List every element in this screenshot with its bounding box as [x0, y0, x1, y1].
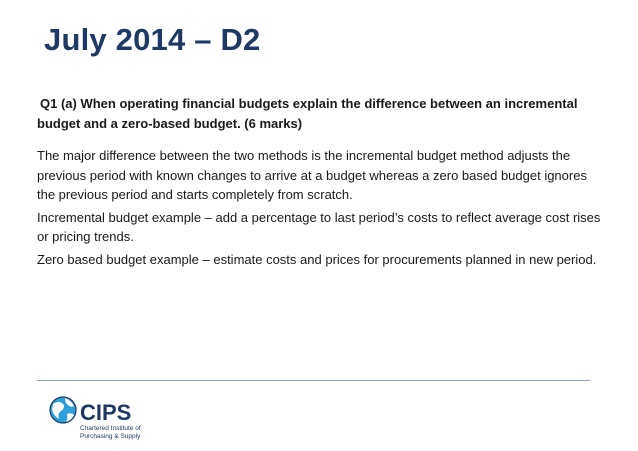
answer-paragraph-incremental-example: Incremental budget example – add a percentage to last period’s costs to reflect average cost rises or pricing trends.: [37, 209, 601, 244]
cips-logo: [47, 392, 157, 442]
logo-tagline-line1: Chartered Institute of: [80, 425, 141, 432]
slide-title: July 2014 – D2: [44, 22, 261, 57]
question-label: Q1 (a) When operating financial budgets explain the difference between an incremental budget and a zero-based budget. (6 marks): [37, 96, 578, 131]
logo-wordmark: CIPS: [80, 400, 132, 425]
footer-divider: [37, 380, 590, 381]
globe-icon: [50, 397, 76, 423]
logo-tagline-line2: Purchasing & Supply: [80, 433, 141, 440]
answer-paragraph-zero-based-example: Zero based budget example – estimate costs and prices for procurements planned in new period.: [37, 251, 597, 267]
cips-logo-graphic: [47, 392, 157, 442]
question-text: [37, 94, 603, 133]
answer-paragraph-difference: The major difference between the two methods is the incremental budget method adjusts the previous period with known changes to arrive at a budget whereas a zero based budget ignores the previous period and starts completely from scratch.: [37, 148, 587, 202]
slide-body: [37, 94, 603, 272]
